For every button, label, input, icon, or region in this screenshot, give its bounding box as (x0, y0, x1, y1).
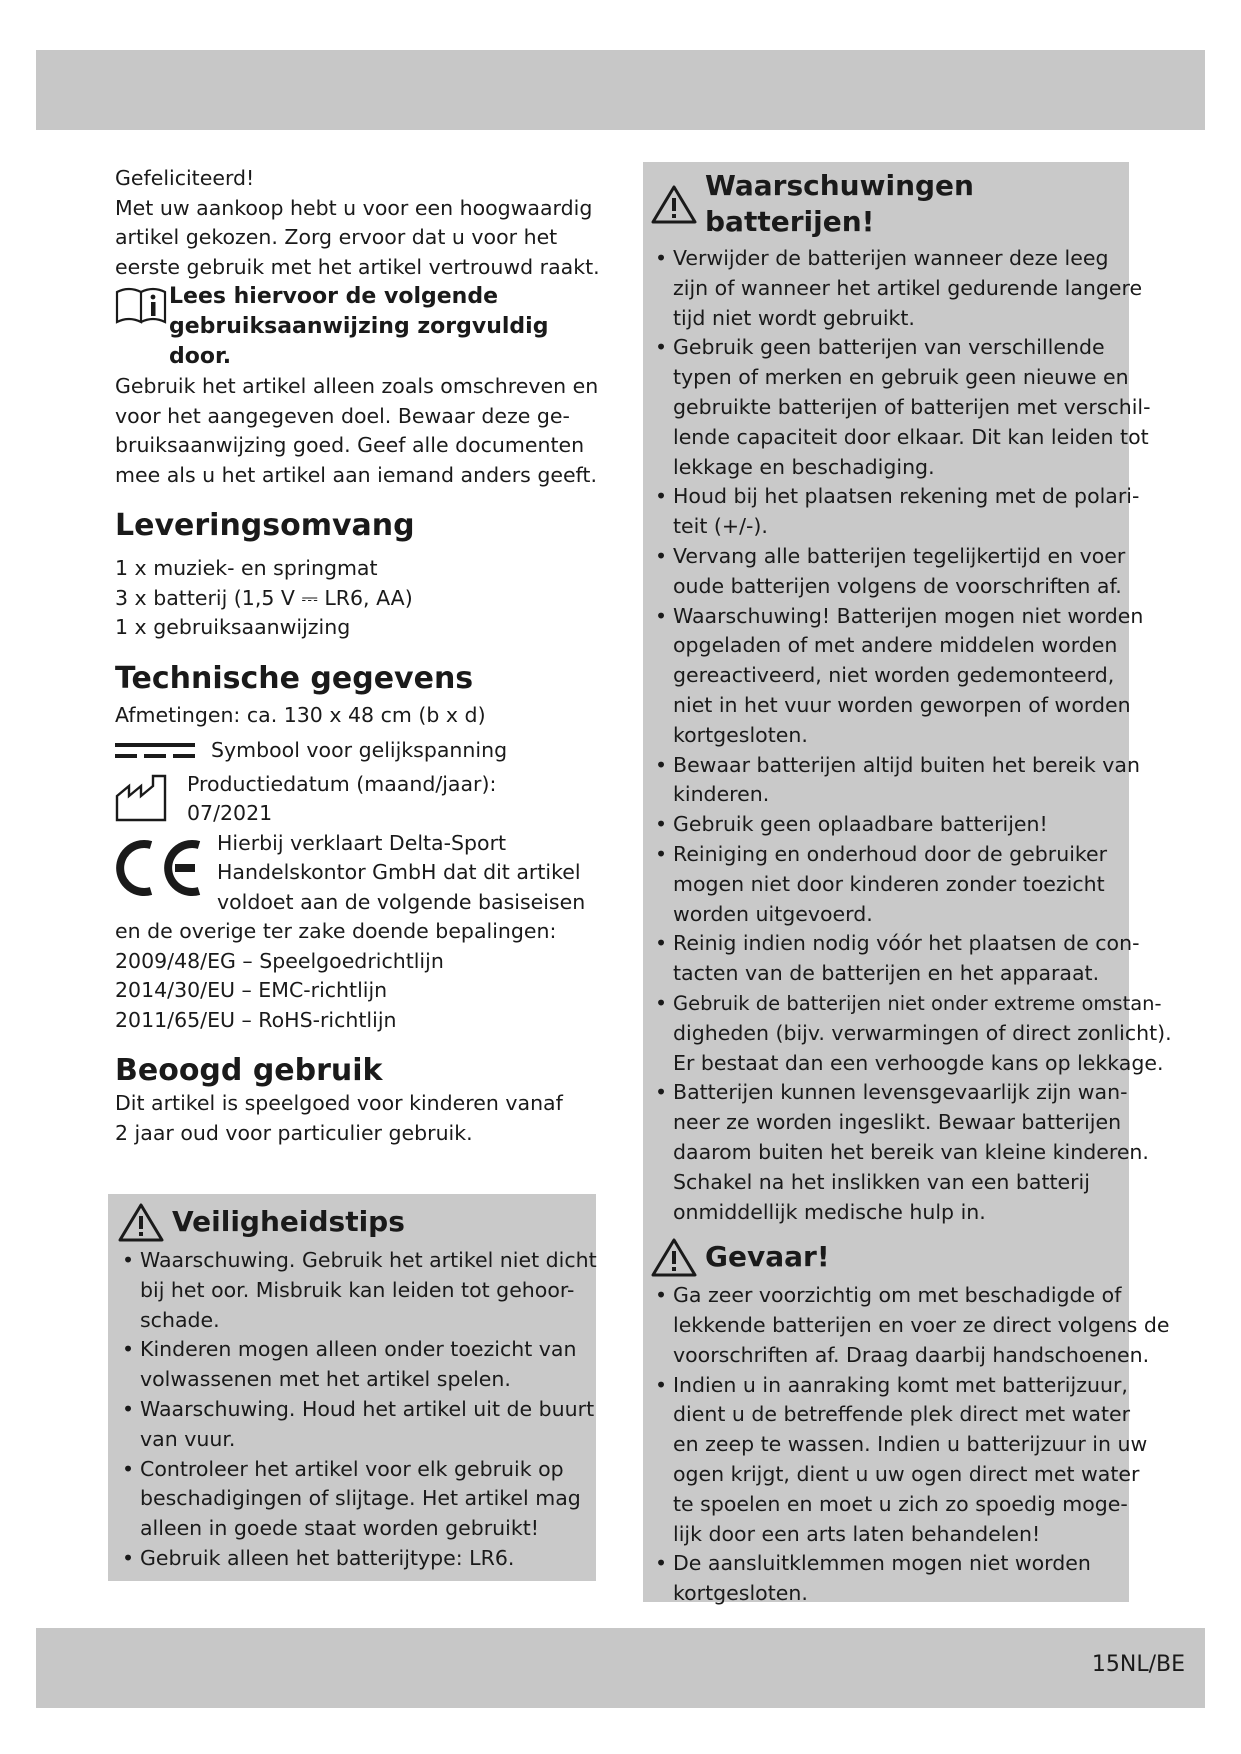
safety-tips-header (118, 1202, 588, 1242)
read-instructions-text (169, 282, 548, 372)
list-item (651, 602, 1144, 751)
list-item: 1 x muziek- en springmat (115, 556, 378, 580)
factory-icon (115, 770, 187, 826)
list-item (118, 1455, 588, 1544)
left-column (115, 164, 600, 1148)
text-line: • Gebruik geen oplaadbare batterijen! (673, 812, 1048, 837)
text-line: gebruikte batterijen of batterijen met verschil- (673, 394, 1151, 419)
safety-tips-title: Veiligheidstips (172, 1205, 405, 1238)
text-line: onmiddellijk medische hulp in. (673, 1199, 986, 1224)
safety-tips-list (118, 1246, 597, 1574)
page-number: 15NL/BE (1091, 1652, 1185, 1677)
production-date-text (187, 770, 496, 829)
text-line: kinderen. (673, 782, 770, 807)
list-item (651, 840, 1129, 929)
warning-triangle-icon (118, 1202, 164, 1242)
text-line: dient u de betreffende plek direct met water (673, 1402, 1131, 1427)
text-line: volwassenen met het artikel spelen. (140, 1367, 511, 1392)
intended-use-text (115, 1089, 593, 1148)
text-line: mogen niet door kinderen zonder toezicht (673, 871, 1105, 896)
warning-triangle-icon (651, 1237, 697, 1277)
text-line: • Batterijen kunnen levensgevaarlijk zijn wan- (673, 1080, 1128, 1105)
dc-symbol-text: Symbool voor gelijkspanning (211, 738, 508, 762)
header-band (36, 50, 1205, 130)
dc-symbol-row (115, 736, 593, 766)
text-line: zijn of wanneer het artikel gedurende langere (673, 275, 1143, 300)
warning-triangle-icon (651, 184, 697, 224)
text-line: Er bestaat dan een verhoogde kans op lekkage. (673, 1050, 1164, 1075)
text-line: Lees hiervoor de volgende (169, 284, 498, 309)
text-line: Schakel na het inslikken van een batterij (673, 1169, 1090, 1194)
text-line: kortgesloten. (673, 722, 808, 747)
list-item (651, 482, 1140, 542)
usage-text (115, 372, 599, 490)
text-line: • Indien u in aanraking komt met batterijzuur, (673, 1372, 1128, 1397)
text-line: lijk door een arts laten behandelen! (673, 1521, 1041, 1546)
ce-declaration-text (217, 829, 585, 918)
danger-list (651, 1281, 1170, 1609)
text-line: voorschriften af. Draag daarbij handschoenen. (673, 1342, 1150, 1367)
list-item (118, 1395, 595, 1455)
text-line: • Ga zeer voorzichtig om met beschadigde of (673, 1283, 1122, 1308)
footer-band (36, 1628, 1205, 1708)
text-line: bruiksaanwijzing goed. Geef alle documenten (115, 433, 585, 457)
list-item (651, 929, 1140, 989)
danger-header (651, 1237, 1129, 1277)
list-item: 3 x batterij (1,5 V ⎓ LR6, AA) (115, 585, 413, 610)
text-line: schade. (140, 1307, 220, 1332)
text-line: digheden (bijv. verwarmingen of direct zonlicht). (673, 1020, 1172, 1045)
text-line: Met uw aankoop hebt u voor een hoogwaardig (115, 195, 593, 220)
text-line: 2009/48/EG – Speelgoedrichtlijn (115, 948, 444, 973)
text-line: daarom buiten het bereik van kleine kinderen. (673, 1139, 1149, 1164)
text-line: typen of merken en gebruik geen nieuwe en (673, 365, 1129, 390)
read-manual-icon (115, 282, 169, 330)
text-line: niet in het vuur worden geworpen of worden (673, 692, 1131, 717)
battery-warnings-list (651, 244, 1172, 1227)
dimensions-text: Afmetingen: ca. 130 x 48 cm (b x d) (115, 702, 486, 727)
text-line: • Gebruik de batterijen niet onder extreme omstan- (673, 991, 1162, 1015)
list-item: 1 x gebruiksaanwijzing (115, 615, 351, 639)
text-line: 2014/30/EU – EMC-richtlijn (115, 978, 388, 1002)
text-line: beschadigingen of slijtage. Het artikel mag (140, 1486, 581, 1511)
text-line: eerste gebruik met het artikel vertrouwd raakt. (115, 254, 600, 279)
text-line: teit (+/-). (673, 514, 768, 539)
text-line: • Houd bij het plaatsen rekening met de polari- (673, 484, 1140, 509)
text-line: voor het aangegeven doel. Bewaar deze ge- (115, 403, 570, 428)
text-line: • Waarschuwing. Houd het artikel uit de buurt (140, 1396, 595, 1421)
text-line: voldoet aan de volgende basiseisen (217, 889, 586, 914)
text-line: • Reiniging en onderhoud door de gebruiker (673, 841, 1108, 866)
technical-heading: Technische gegevens (115, 660, 474, 696)
text-line: • Controleer het artikel voor elk gebruik op (140, 1456, 564, 1481)
text-line: ogen krijgt, dient u uw ogen direct met water (673, 1462, 1140, 1487)
text-line: • Kinderen mogen alleen onder toezicht van (140, 1337, 577, 1362)
text-line: • Gebruik alleen het batterijtype: LR6. (140, 1545, 515, 1570)
text-line: bij het oor. Misbruik kan leiden tot gehoor- (140, 1277, 575, 1302)
delivery-list (115, 554, 593, 643)
dc-voltage-icon (115, 736, 211, 764)
text-line: 2011/65/EU – RoHS-richtlijn (115, 1007, 397, 1032)
text-line: door. (169, 344, 232, 369)
text-line: Gefeliciteerd! (115, 166, 255, 190)
safety-tips-box (108, 1194, 596, 1581)
delivery-heading: Leveringsomvang (115, 508, 415, 543)
text-line: • Gebruik geen batterijen van verschillende (673, 335, 1105, 360)
text-line: opgeladen of met andere middelen worden (673, 633, 1118, 658)
text-line: lekkende batterijen en voer ze direct volgens de (673, 1313, 1170, 1338)
text-line: tijd niet wordt gebruikt. (673, 305, 915, 330)
text-line: en zeep te wassen. Indien u batterijzuur in uw (673, 1432, 1148, 1457)
text-line: oude batterijen volgens de voorschriften af. (673, 573, 1122, 598)
text-line: lende capaciteit door elkaar. Dit kan leiden tot (673, 424, 1149, 449)
ce-row (115, 829, 593, 918)
text-line: • De aansluitklemmen mogen niet worden (673, 1551, 1091, 1576)
text-line: • Verwijder de batterijen wanneer deze leeg (673, 246, 1109, 270)
list-item (651, 542, 1129, 602)
list-item (651, 1549, 1129, 1609)
list-item (651, 751, 1140, 811)
text-line: Dit artikel is speelgoed voor kinderen vanaf (115, 1091, 563, 1115)
intended-use-heading: Beoogd gebruik (115, 1053, 383, 1088)
list-item (651, 1078, 1149, 1227)
text-line: gereactiveerd, niet worden gedemonteerd, (673, 663, 1115, 688)
text-line: • Vervang alle batterijen tegelijkertijd en voer (673, 543, 1126, 568)
text-line: worden uitgevoerd. (673, 901, 873, 926)
text-line: kortgesloten. (673, 1581, 808, 1606)
danger-title: Gevaar! (705, 1240, 830, 1274)
text-line: neer ze worden ingeslikt. Bewaar batterijen (673, 1110, 1122, 1135)
text-line: • Reinig indien nodig vóór het plaatsen de con- (673, 931, 1140, 956)
ce-mark-icon (115, 829, 217, 901)
text-line: alleen in goede staat worden gebruikt! (140, 1516, 539, 1541)
text-line: • Waarschuwing. Gebruik het artikel niet dicht (140, 1248, 597, 1272)
text-line: • Waarschuwing! Batterijen mogen niet worden (673, 603, 1144, 628)
text-line: lekkage en beschadiging. (673, 454, 935, 479)
text-line: mee als u het artikel aan iemand anders geeft. (115, 462, 597, 487)
list-item (651, 1281, 1170, 1370)
battery-warnings-header (651, 168, 1129, 240)
text-line: artikel gekozen. Zorg ervoor dat u voor het (115, 225, 558, 249)
battery-warnings-title: Waarschuwingen batterijen! (705, 169, 974, 238)
text-line: Gebruik het artikel alleen zoals omschreven en (115, 374, 599, 398)
text-line: • Bewaar batterijen altijd buiten het bereik van (673, 752, 1140, 777)
list-item (651, 1371, 1148, 1550)
text-line: tacten van de batterijen en het apparaat. (673, 961, 1100, 986)
text-line: en de overige ter zake doende bepalingen: (115, 919, 557, 943)
battery-warnings-box (643, 162, 1172, 1606)
list-item (651, 333, 1151, 482)
list-item (651, 244, 1143, 333)
text-line: Productiedatum (maand/jaar): (187, 771, 497, 796)
text-line: te spoelen en moet u zich zo spoedig moge- (673, 1491, 1128, 1516)
list-item (118, 1335, 588, 1395)
list-item (651, 989, 1172, 1078)
list-item (118, 1544, 588, 1574)
list-item (651, 810, 1129, 840)
text-line: 2 jaar oud voor particulier gebruik. (115, 1120, 473, 1145)
text-line: 07/2021 (187, 801, 273, 825)
read-instructions-notice (115, 282, 593, 372)
list-item (118, 1246, 597, 1335)
production-date-row (115, 770, 593, 829)
text-line: van vuur. (140, 1426, 236, 1451)
ce-continuation-text (115, 917, 593, 1035)
text-line: gebruiksaanwijzing zorgvuldig (169, 314, 549, 339)
intro-text (115, 164, 600, 282)
text-line: Hierbij verklaart Delta-Sport (217, 830, 507, 855)
text-line: Handelskontor GmbH dat dit artikel (217, 860, 581, 884)
